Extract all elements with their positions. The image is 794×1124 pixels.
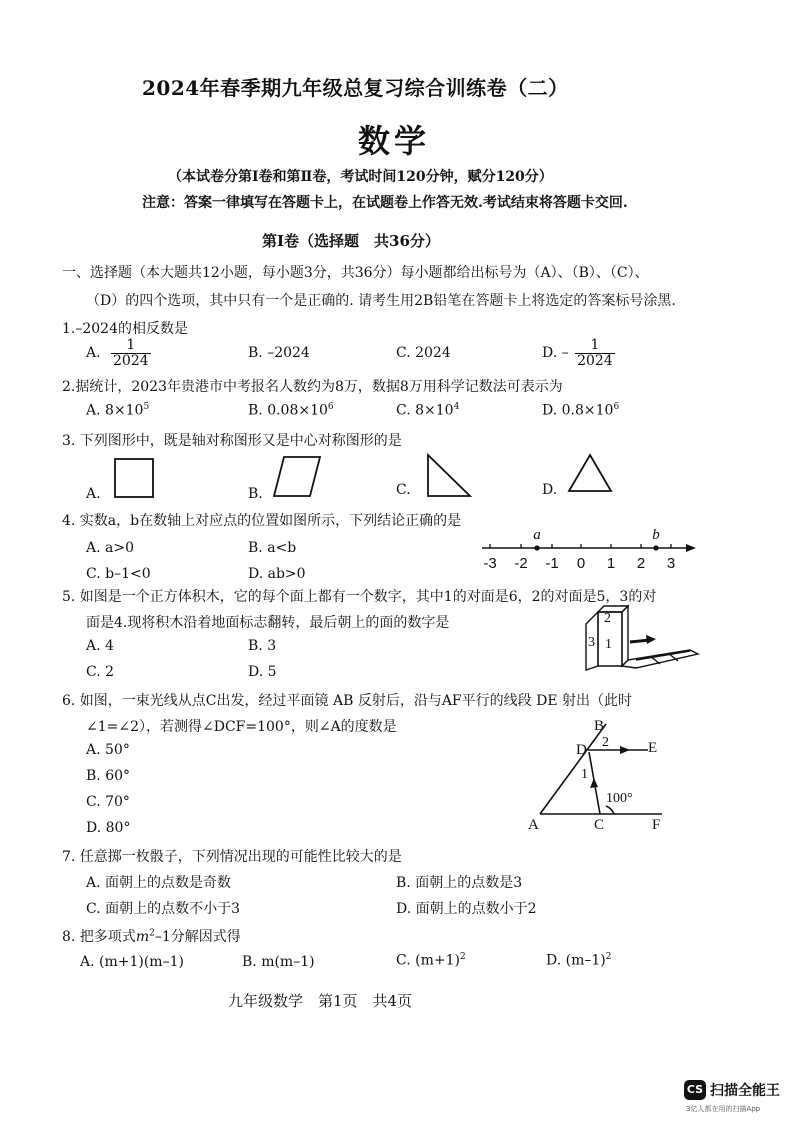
q4-label-a: a — [533, 527, 541, 543]
q4-stem: 4. 实数a，b在数轴上对应点的位置如图所示，下列结论正确的是 — [62, 513, 462, 529]
q6-label-b: B — [594, 718, 605, 734]
q3-square-shape — [112, 456, 158, 500]
q5-stem-1: 5. 如图是一个正方体积木，它的每个面上都有一个数字，其中1的对面是6，2的对面是5，3的对 — [62, 589, 657, 605]
q6-option-a: A. 50° — [86, 742, 130, 758]
subject-title: 数学 — [358, 122, 431, 160]
q4-tick-label: 2 — [636, 555, 646, 572]
q5-option-b: B. 3 — [248, 638, 277, 654]
q8-stem: 8. 把多项式$m^2-1$分解因式得 — [62, 928, 241, 945]
q5-cube-side: 3 — [588, 635, 595, 650]
q6-label-f: F — [652, 817, 661, 833]
q1-stem: 1.–2024的相反数是 — [62, 321, 188, 337]
q8-option-a: A. (m+1)(m–1) — [80, 954, 184, 970]
q1-a-den: 2024 — [113, 352, 149, 369]
q3-option-a: A. — [86, 486, 101, 502]
q6-label-c: C — [594, 817, 605, 833]
page-footer: 九年级数学 第1页 共4页 — [228, 992, 413, 1010]
q4-tick-label: -2 — [514, 555, 528, 572]
q1-d-fraction — [575, 338, 615, 368]
q7-option-d: D. 面朝上的点数小于2 — [396, 901, 537, 917]
q6-mirror-figure — [526, 716, 676, 834]
q7-stem: 7. 任意掷一枚骰子，下列情况出现的可能性比较大的是 — [62, 849, 402, 865]
q8-option-d: D. $(m-1)^2$ — [546, 952, 612, 969]
q4-number-line — [476, 526, 702, 574]
q4-label-b: b — [652, 527, 660, 543]
q5-option-c: C. 2 — [86, 664, 115, 680]
q5-cube-top: 2 — [604, 611, 611, 626]
q3-option-c: C. — [396, 482, 411, 498]
q6-stem-2: ∠1=∠2），若测得∠DCF=100°，则∠A的度数是 — [86, 719, 397, 735]
q6-stem-1: 6. 如图，一束光线从点C出发，经过平面镜 AB 反射后，沿与AF平行的线段 DE 射出（此时 — [62, 693, 632, 709]
q1-option-c: C. 2024 — [396, 345, 451, 361]
q4-tick-label: 1 — [606, 555, 616, 572]
camscanner-logo-icon: CS — [684, 1080, 706, 1100]
q3-right-triangle-shape — [424, 452, 474, 500]
q4-option-a: A. a>0 — [86, 540, 134, 556]
q7-option-b: B. 面朝上的点数是3 — [396, 875, 523, 891]
camscanner-tagline: 3亿人都在用的扫描App — [686, 1105, 761, 1113]
camscanner-name: 扫描全能王 — [710, 1083, 780, 1099]
q3-stem: 3. 下列图形中，既是轴对称图形又是中心对称图形的是 — [62, 433, 402, 449]
q4-option-d: D. ab>0 — [248, 566, 306, 582]
q1-a-label: A. — [86, 345, 101, 362]
q1-option-d — [542, 338, 615, 368]
q6-option-c: C. 70° — [86, 794, 130, 810]
q6-label-d: D — [576, 742, 587, 758]
q6-option-b: B. 60° — [86, 768, 131, 784]
q1-option-a — [86, 338, 151, 368]
q1-a-fraction — [111, 338, 151, 368]
q1-d-label: D. – — [542, 345, 569, 362]
q2-option-c: C. $8\times 10^4$ — [396, 402, 460, 419]
q1-option-b: B. –2024 — [248, 345, 310, 361]
q3-option-d: D. — [542, 482, 558, 498]
section-instructions-2: （D）的四个选项，其中只有一个是正确的. 请考生用2B铅笔在答题卡上将选定的答案标号涂黑. — [86, 293, 676, 309]
q6-angle-2: 2 — [602, 735, 609, 750]
q2-option-d: D. $0.8\times 10^6$ — [542, 402, 620, 419]
q1-d-den: 2024 — [577, 352, 613, 369]
q6-label-e: E — [648, 740, 658, 756]
q3-option-b: B. — [248, 486, 263, 502]
q2-stem: 2.据统计，2023年贵港市中考报名人数约为8万，数据8万用科学记数法可表示为 — [62, 379, 563, 395]
q1-d-num: 1 — [575, 338, 615, 354]
q4-option-b: B. a<b — [248, 540, 297, 556]
q6-angle-100: 100° — [606, 791, 633, 806]
q7-option-c: C. 面朝上的点数不小于3 — [86, 901, 241, 917]
q4-point-a — [534, 545, 539, 550]
q5-option-d: D. 5 — [248, 664, 277, 680]
q5-cube-figure — [582, 604, 700, 674]
section-instructions-1: 一、选择题（本大题共12小题，每小题3分，共36分）每小题都给出标号为（A）、（B）、（C）、 — [62, 265, 649, 281]
q4-point-b — [653, 545, 658, 550]
q4-tick-label: 0 — [576, 555, 586, 572]
q7-option-a: A. 面朝上的点数是奇数 — [86, 875, 232, 891]
q8-option-c: C. $(m+1)^2$ — [396, 952, 466, 969]
q5-stem-2: 面是4.现将积木沿着地面标志翻转，最后朝上的面的数字是 — [86, 615, 450, 631]
q5-cube-front: 1 — [605, 637, 612, 652]
q4-tick-label: 3 — [666, 555, 676, 572]
exam-info: （本试卷分第Ⅰ卷和第Ⅱ卷，考试时间120分钟，赋分120分） — [168, 169, 553, 185]
exam-notice: 注意：答案一律填写在答题卡上，在试题卷上作答无效.考试结束将答题卡交回. — [142, 195, 628, 211]
exam-title: 2024年春季期九年级总复习综合训练卷（二） — [142, 76, 569, 100]
q4-tick-label: -3 — [483, 555, 497, 572]
q3-equilateral-triangle-shape — [566, 452, 614, 494]
q8-option-b: B. m(m–1) — [242, 954, 315, 970]
q6-option-d: D. 80° — [86, 820, 131, 836]
q6-label-a: A — [528, 817, 539, 833]
q4-tick-label: -1 — [545, 555, 559, 572]
section-title: 第Ⅰ卷（选择题 共36分） — [262, 232, 440, 250]
q1-a-num: 1 — [111, 338, 151, 354]
q5-option-a: A. 4 — [86, 638, 114, 654]
q3-parallelogram-shape — [272, 454, 322, 500]
q6-angle-1: 1 — [581, 767, 588, 782]
q2-option-a: A. $8\times 10^5$ — [86, 402, 150, 419]
q2-option-b: B. $0.08\times 10^6$ — [248, 402, 334, 419]
q4-option-c: C. b–1<0 — [86, 566, 151, 582]
